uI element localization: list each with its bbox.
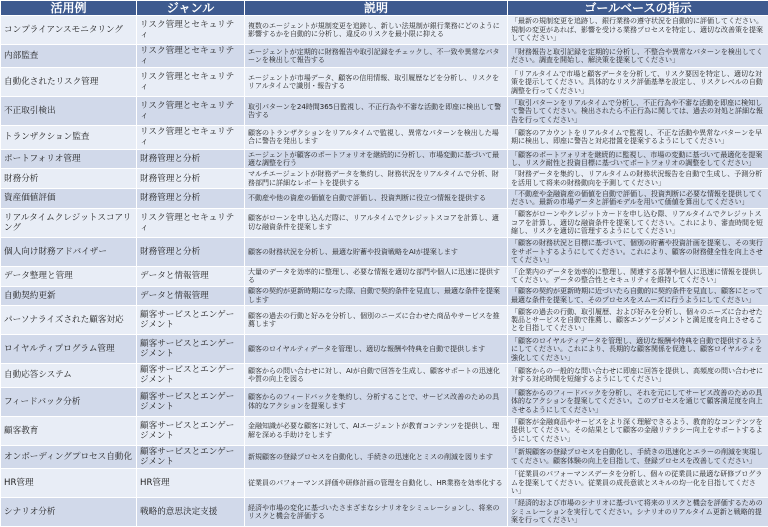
cell-description: 顧客のトランザクションをリアルタイムで監視し、異常なパターンを検出した場合に警告を発出します [245,126,508,149]
cell-description: 顧客の財務状況を分析し、最適な貯蓄や投資戦略をAIが提案します [245,237,508,266]
cell-genre: リスク管理とセキュリティ [137,208,245,237]
cell-instruction: 「顧客がローンやクレジットカードを申し込む際、リアルタイムでクレジットスコアを計算し、適切な融資条件を提案してください。これにより、審査時間を短縮し、リスクを適切に管理するようにしてください」 [508,208,768,237]
cell-example: コンプライアンスモニタリング [1,16,137,45]
cell-example: 不正取引検出 [1,97,137,126]
cell-genre: 顧客サービスとエンゲージメント [137,387,245,416]
cell-genre: 財務管理と分析 [137,237,245,266]
cell-genre: リスク管理とセキュリティ [137,97,245,126]
cell-description: 経済や市場の変化に基づいたさまざまなシナリオをシミュレーションし、将来のリスクと機会を評価する [245,497,508,526]
cell-example: ロイヤルティプログラム管理 [1,335,137,364]
cell-instruction: 「企業内のデータを効率的に整理し、関連する部署や個人に迅速に情報を提供してください。データの整合性とセキュリティを維持してください」 [508,266,768,286]
table-row [1,97,768,126]
cell-description: エージェントが定期的に財務報告や取引記録をチェックし、不一致や異常なパターンを検出して報告する [245,45,508,68]
table-row [1,208,768,237]
cell-instruction: 「リアルタイムで市場と顧客データを分析して、リスク要因を特定し、適切な対策を提示してください。具体的なリスク評価基準を設定し、リスクレベルの自動調整を行ってください」 [508,68,768,97]
cell-instruction: 「経済的および市場のシナリオに基づいて将来のリスクと機会を評価するためのシミュレーションを実行してください。シナリオのリアルタイム更新と戦略的提案を行ってください」 [508,497,768,526]
cell-description: エージェントが顧客のポートフォリオを継続的に分析し、市場変動に基づいて最適な調整を行う [245,149,508,169]
table-row [1,169,768,189]
cell-example: 自動応答システム [1,364,137,387]
cell-description: 顧客のロイヤルティデータを管理し、適切な報酬や特典を自動で提供します [245,335,508,364]
cell-example: 自動契約更新 [1,286,137,306]
cell-example: 内部監査 [1,45,137,68]
table-row [1,335,768,364]
cell-description: 不動産や他の資産の価値を自動で評価し、投資判断に役立つ情報を提供する [245,189,508,209]
cell-description: エージェントが市場データ、顧客の信用情報、取引履歴などを分析し、リスクをリアルタイムで識別・報告する [245,68,508,97]
cell-genre: 顧客サービスとエンゲージメント [137,335,245,364]
cell-genre: 顧客サービスとエンゲージメント [137,416,245,445]
cell-genre: HR管理 [137,468,245,497]
header-description: 説明 [245,1,508,16]
cell-genre: リスク管理とセキュリティ [137,45,245,68]
cell-instruction: 「従業員のパフォーマンスデータを分析し、個々の従業員に最適な研修プログラムを提案してください。従業員の成長意欲とスキルの均一化を目指してください」 [508,468,768,497]
table-row [1,237,768,266]
cell-instruction: 「財務データを集約し、リアルタイムの財務状況報告を自動で生成し、予測分析を活用して将来の財務動向を予測してください」 [508,169,768,189]
table-body [1,16,768,527]
table-row [1,126,768,149]
cell-description: 大量のデータを効率的に整理し、必要な情報を適切な部門や個人に迅速に提供する [245,266,508,286]
cell-example: トランザクション監査 [1,126,137,149]
cell-genre: 財務管理と分析 [137,169,245,189]
cell-example: HR管理 [1,468,137,497]
cell-example: 自動化されたリスク管理 [1,68,137,97]
cell-genre: 戦略的意思決定支援 [137,497,245,526]
cell-description: 顧客がローンを申し込んだ際に、リアルタイムでクレジットスコアを計算し、適切な融資条件を提案します [245,208,508,237]
cell-description: 新規顧客の登録プロセスを自動化し、手続きの迅速化とミスの削減を図ります [245,445,508,468]
cell-description: 金融知識が必要な顧客に対して、AIエージェントが教育コンテンツを提供し、理解を深める手助けをします [245,416,508,445]
table-row [1,416,768,445]
cell-description: 複数のエージェントが規制変更を追跡し、新しい法規制が銀行業務にどのように影響するかを自動的に分析し、違反のリスクを最小限に抑える [245,16,508,45]
table-row [1,266,768,286]
table-row [1,286,768,306]
table-row [1,149,768,169]
cell-example: リアルタイムクレジットスコアリング [1,208,137,237]
cell-instruction: 「顧客からの一般的な問い合わせに即座に回答を提供し、高頻度の問い合わせに対する対応時間を短縮するようにしてください」 [508,364,768,387]
cell-description: 顧客からのフィードバックを集約し、分析することで、サービス改善のための具体的なアクションを提案します [245,387,508,416]
table-row [1,16,768,45]
table-row [1,189,768,209]
table-row [1,306,768,335]
cell-description: マルチエージェントが財務データを集約し、財務状況をリアルタイムで分析、財務部門に詳細なレポートを提供する [245,169,508,189]
cell-instruction: 「顧客からのフィードバックを分析し、それを元にしてサービス改善のための具体的なアクションを提案してください。このプロセスを通じて顧客満足度を向上させるようにしてください」 [508,387,768,416]
cell-description: 顧客の過去の行動と好みを分析し、個別のニーズに合わせた商品やサービスを推薦します [245,306,508,335]
cell-genre: リスク管理とセキュリティ [137,126,245,149]
table-row [1,497,768,526]
table-row [1,387,768,416]
cell-example: 財務分析 [1,169,137,189]
table-row [1,468,768,497]
cell-instruction: 「新規顧客の登録プロセスを自動化し、手続きの迅速化とエラーの削減を実現してください。顧客体験の向上を目指して、登録プロセスを改善してください」 [508,445,768,468]
table-row [1,445,768,468]
table-row [1,68,768,97]
header-genre: ジャンル [137,1,245,16]
cell-instruction: 「最新の規制変更を追跡し、銀行業務の遵守状況を自動的に評価してください。規制の変更があれば、影響を受ける業務プロセスを特定し、適切な改善策を提案してください」 [508,16,768,45]
cell-example: フィードバック分析 [1,387,137,416]
header-instruction: ゴールベースの指示 [508,1,768,16]
cell-genre: 顧客サービスとエンゲージメント [137,306,245,335]
table-row [1,364,768,387]
cell-genre: 顧客サービスとエンゲージメント [137,445,245,468]
cell-example: データ整理と管理 [1,266,137,286]
cell-description: 顧客からの問い合わせに対し、AIが自動で回答を生成し、顧客サポートの迅速化や質の向上を図る [245,364,508,387]
cell-genre: 財務管理と分析 [137,189,245,209]
cell-instruction: 「財務報告と取引記録を定期的に分析し、不整合や異常なパターンを検出してください。調査を開始し、解決策を提案してください」 [508,45,768,68]
cell-example: ポートフォリオ管理 [1,149,137,169]
cell-description: 従業員のパフォーマンス評価や研修計画の管理を自動化し、HR業務を効率化する [245,468,508,497]
cell-instruction: 「顧客のロイヤルティデータを管理し、適切な報酬や特典を自動で提供するようにしてください。これにより、長期的な顧客関係を促進し、顧客ロイヤルティを強化してください」 [508,335,768,364]
cell-instruction: 「顧客の契約が更新時期に近づいたら自動的に契約条件を見直し、顧客にとって最適な条件を提案して、そのプロセスをスムーズに行うようにしてください」 [508,286,768,306]
cell-instruction: 「顧客の財務状況と目標に基づいて、個別の貯蓄や投資計画を提案し、その実行をサポートするようにしてください。これにより、顧客の財務健全性を向上させてください」 [508,237,768,266]
cell-description: 取引パターンを24時間365日監視し、不正行為や不審な活動を即座に検出して警告する [245,97,508,126]
cell-instruction: 「顧客のアカウントをリアルタイムで監視し、不正な活動や異常なパターンを早期に検出し、即座に警告と対応措置を提案するようにしてください」 [508,126,768,149]
cell-genre: データと情報管理 [137,266,245,286]
cell-description: 顧客の契約が更新時期になった際、自動で契約条件を見直し、最適な条件を提案します [245,286,508,306]
cell-genre: リスク管理とセキュリティ [137,68,245,97]
header-example: 活用例 [1,1,137,16]
cell-example: 個人向け財務アドバイザー [1,237,137,266]
cell-example: オンボーディングプロセス自動化 [1,445,137,468]
cell-instruction: 「顧客のポートフォリオを継続的に監視し、市場の変動に基づいて最適化を提案し、リスク耐性と投資目標に基づいてポートフォリオの調整をしてください」 [508,149,768,169]
cell-genre: 財務管理と分析 [137,149,245,169]
cell-example: パーソナライズされた顧客対応 [1,306,137,335]
cell-example: 資産価値評価 [1,189,137,209]
cell-example: シナリオ分析 [1,497,137,526]
cell-example: 顧客教育 [1,416,137,445]
cell-instruction: 「取引パターンをリアルタイムで分析し、不正行為や不審な活動を即座に検知して警告してください。検出されたら不正行為に関しては、過去の対処と詳細な報告を行ってください」 [508,97,768,126]
cell-genre: 顧客サービスとエンゲージメント [137,364,245,387]
cell-instruction: 「顧客が金融商品やサービスをより深く理解できるよう、教育的なコンテンツを提供してください。その結果として顧客の金融リテラシー向上をサポートするようにしてください」 [508,416,768,445]
cell-genre: データと情報管理 [137,286,245,306]
cell-genre: リスク管理とセキュリティ [137,16,245,45]
cell-instruction: 「顧客の過去の行動、取引履歴、および好みを分析し、個々のニーズに合わせた製品とサービスを自動で推薦し、顧客エンゲージメントと満足度を向上させることを目指してください」 [508,306,768,335]
header-row [1,1,768,16]
cell-instruction: 「不動産や金融資産の価値を自動で評価し、投資判断に必要な情報を提供してください。最新の市場データと評価モデルを用いて価値を算出してください」 [508,189,768,209]
table-row [1,45,768,68]
